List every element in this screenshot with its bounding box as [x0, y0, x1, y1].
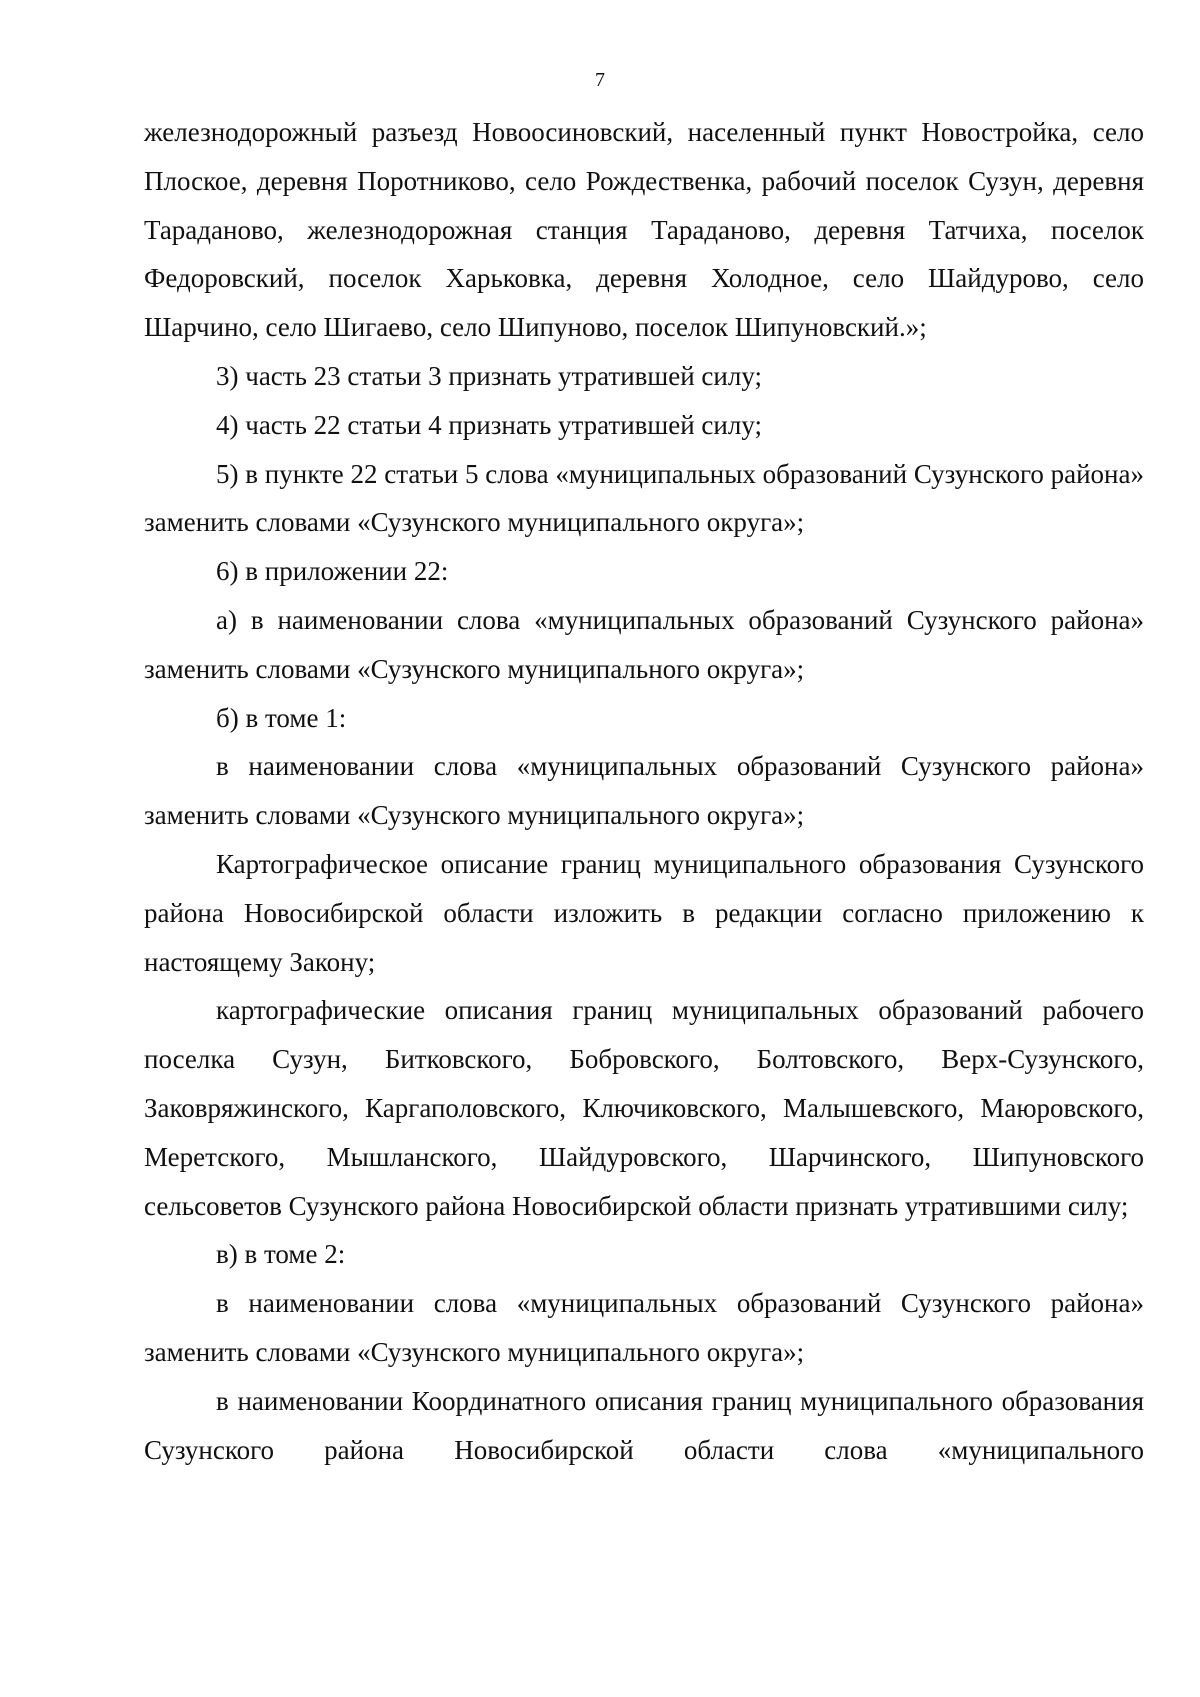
paragraph-item-6v-coordinate: в наименовании Координатного описания границ муниципального образования Сузунского района Новосибирской области слова «муниципального — [144, 1385, 1144, 1465]
paragraph-item-5: 5) в пункте 22 статьи 5 слова «муниципальных образований Сузунского района» заменить словами «Сузунского муниципального округа»; — [144, 458, 1144, 538]
paragraph-item-6b-cartographic: Картографическое описание границ муниципального образования Сузунского района Новосибирской области изложить в редакции согласно приложению к настоящему Закону; — [144, 848, 1144, 977]
paragraph-item-6: 6) в приложении 22: — [216, 556, 449, 587]
paragraph-item-6a: а) в наименовании слова «муниципальных образований Сузунского района» заменить словами «Сузунского муниципального округа»; — [144, 604, 1144, 684]
document-body — [144, 108, 1144, 1474]
paragraph-item-6b-void: картографические описания границ муниципальных образований рабочего поселка Сузун, Битковского, Бобровского, Болтовского, Верх-Сузунского, Заковряжинского, Каргаполовского, Ключиковского, Малышевского, Маюровского, Меретского, Мышланского, Шайдуровского, Шарчинского, Шипуновского сельсоветов Сузунского района Новосибирской области признать утратившими силу; — [144, 995, 1144, 1221]
page-number: 7 — [595, 69, 605, 91]
paragraph-item-4: 4) часть 22 статьи 4 признать утратившей силу; — [216, 409, 762, 440]
paragraph-item-6v-name: в наименовании слова «муниципальных образований Сузунского района» заменить словами «Сузунского муниципального округа»; — [144, 1288, 1144, 1367]
paragraph-item-6b: б) в томе 1: — [216, 702, 347, 733]
paragraph-item-6v: в) в томе 2: — [216, 1239, 346, 1270]
paragraph-item-3: 3) часть 23 статьи 3 признать утратившей силу; — [216, 360, 762, 391]
paragraph-item-6b-name: в наименовании слова «муниципальных образований Сузунского района» заменить словами «Сузунского муниципального округа»; — [144, 751, 1144, 831]
paragraph-continuation: железнодорожный разъезд Новоосиновский, населенный пункт Новостройка, село Плоское, деревня Поротниково, село Рождественка, рабочий поселок Сузун, деревня Тараданово, железнодорожная станция Тараданово, деревня Татчиха, поселок Федоровский, поселок Харьковка, деревня Холодное, село Шайдурово, село Шарчино, село Шигаево, село Шипуново, поселок Шипуновский.»; — [144, 117, 1144, 343]
